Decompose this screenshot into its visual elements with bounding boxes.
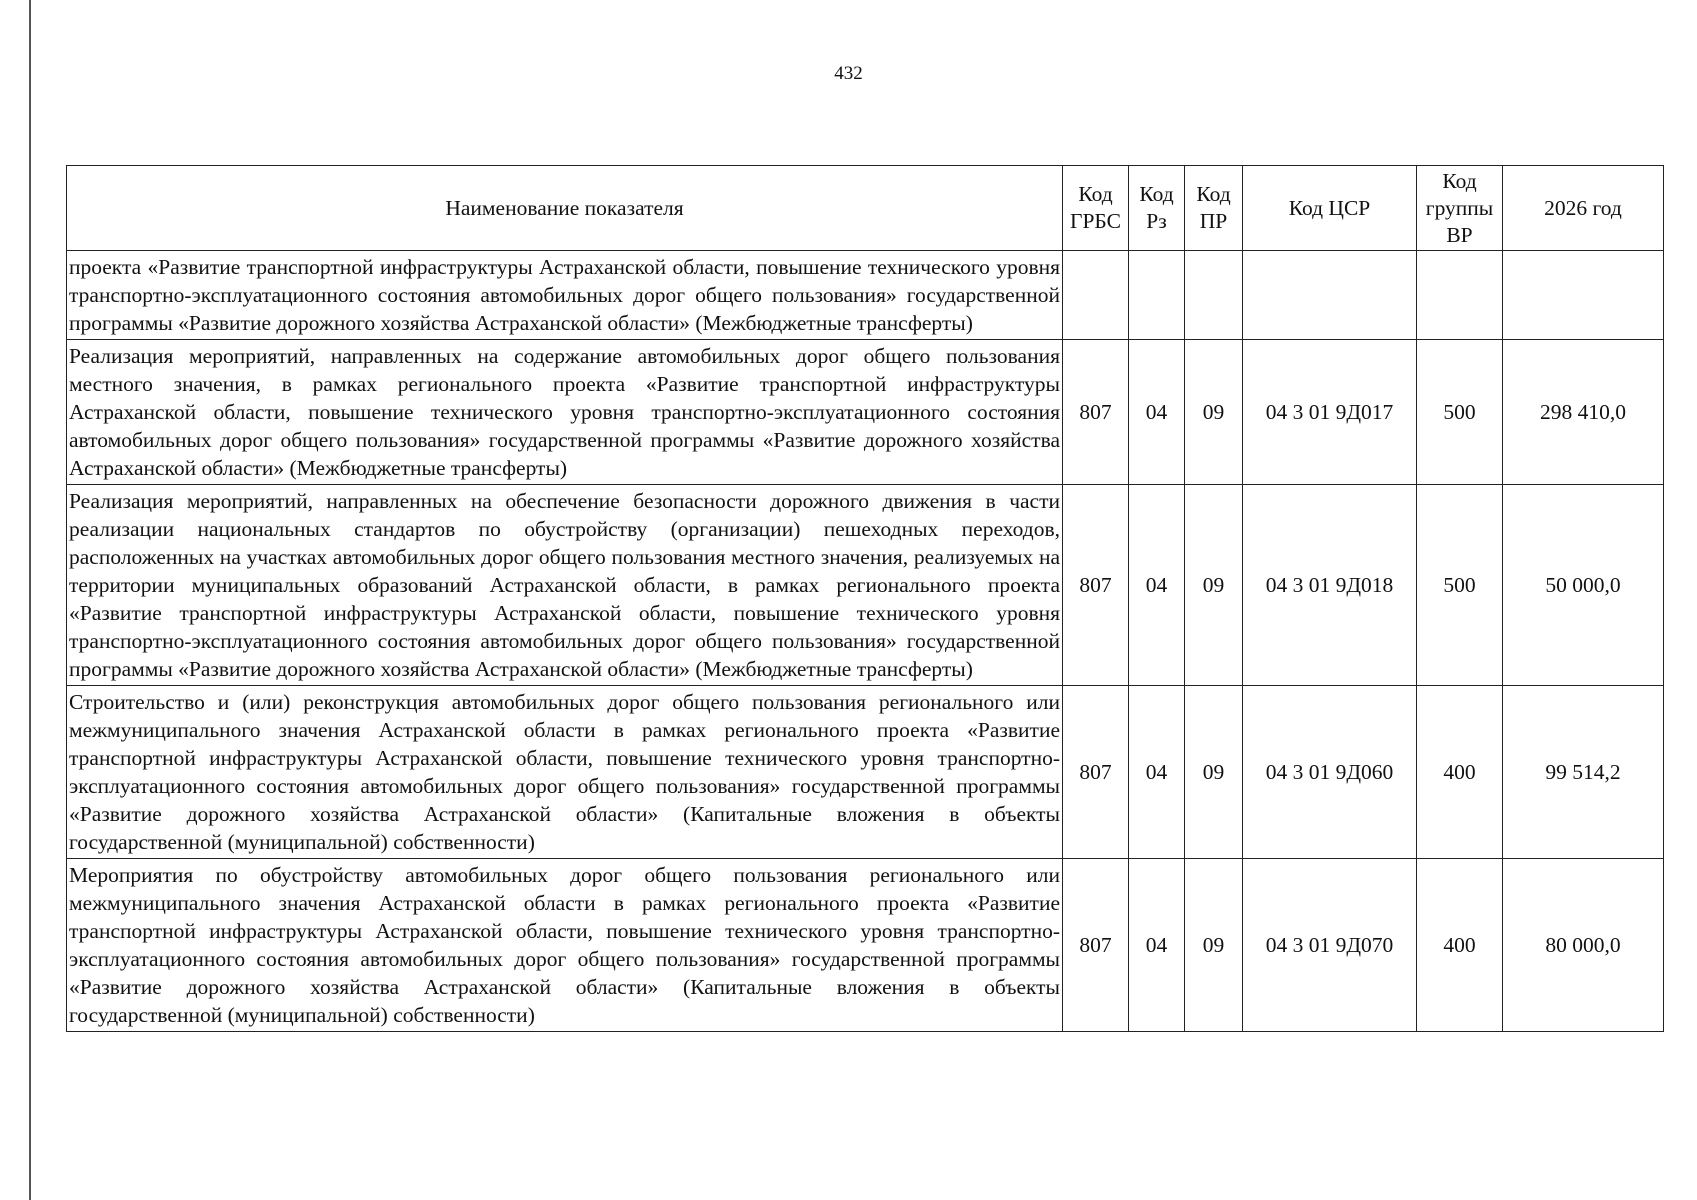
csr-code-cell: 04 3 01 9Д060 xyxy=(1243,686,1417,859)
binding-margin-line xyxy=(29,0,31,1200)
pr-code-cell: 09 xyxy=(1185,686,1243,859)
budget-table xyxy=(66,165,1664,1032)
indicator-name-cell: Строительство и (или) реконструкция автомобильных дорог общего пользования регионального или межмуниципального значения Астраханской области в рамках регионального проекта «Развитие транспортной инфраструктуры Астраханской области, повышение технического уровня транспортно-эксплуатационного состояния автомобильных дорог общего пользования» государственной программы «Развитие дорожного хозяйства Астраханской области» (Капитальные вложения в объекты государственной (муниципальной) собственности) xyxy=(67,686,1063,859)
rz-code-cell xyxy=(1129,251,1185,340)
vr-group-code-cell: 400 xyxy=(1417,859,1503,1032)
csr-code-cell xyxy=(1243,251,1417,340)
grbs-code-cell: 807 xyxy=(1063,485,1129,686)
header-year-2026: 2026 год xyxy=(1503,166,1664,251)
rz-code-cell: 04 xyxy=(1129,686,1185,859)
grbs-code-cell: 807 xyxy=(1063,686,1129,859)
table-row xyxy=(67,859,1664,1032)
pr-code-cell: 09 xyxy=(1185,859,1243,1032)
csr-code-cell: 04 3 01 9Д070 xyxy=(1243,859,1417,1032)
grbs-code-cell xyxy=(1063,251,1129,340)
vr-group-code-cell xyxy=(1417,251,1503,340)
csr-code-cell: 04 3 01 9Д017 xyxy=(1243,340,1417,485)
indicator-name-cell: Мероприятия по обустройству автомобильных дорог общего пользования регионального или межмуниципального значения Астраханской области в рамках регионального проекта «Развитие транспортной инфраструктуры Астраханской области, повышение технического уровня транспортно-эксплуатационного состояния автомобильных дорог общего пользования» государственной программы «Развитие дорожного хозяйства Астраханской области» (Капитальные вложения в объекты государственной (муниципальной) собственности) xyxy=(67,859,1063,1032)
grbs-code-cell: 807 xyxy=(1063,859,1129,1032)
header-indicator-name: Наименование показателя xyxy=(67,166,1063,251)
vr-group-code-cell: 500 xyxy=(1417,340,1503,485)
table-row xyxy=(67,340,1664,485)
csr-code-cell: 04 3 01 9Д018 xyxy=(1243,485,1417,686)
pr-code-cell: 09 xyxy=(1185,485,1243,686)
amount-2026-cell xyxy=(1503,251,1664,340)
rz-code-cell: 04 xyxy=(1129,859,1185,1032)
page-number: 432 xyxy=(834,63,863,84)
vr-group-code-cell: 500 xyxy=(1417,485,1503,686)
rz-code-cell: 04 xyxy=(1129,340,1185,485)
amount-2026-cell: 298 410,0 xyxy=(1503,340,1664,485)
header-csr-code: Код ЦСР xyxy=(1243,166,1417,251)
header-rz-code: Код Рз xyxy=(1129,166,1185,251)
header-grbs-code: Код ГРБС xyxy=(1063,166,1129,251)
rz-code-cell: 04 xyxy=(1129,485,1185,686)
table-header-row xyxy=(67,166,1664,251)
amount-2026-cell: 99 514,2 xyxy=(1503,686,1664,859)
amount-2026-cell: 80 000,0 xyxy=(1503,859,1664,1032)
header-vr-group-code: Код группы ВР xyxy=(1417,166,1503,251)
pr-code-cell xyxy=(1185,251,1243,340)
vr-group-code-cell: 400 xyxy=(1417,686,1503,859)
indicator-name-cell: проекта «Развитие транспортной инфраструктуры Астраханской области, повышение технического уровня транспортно-эксплуатационного состояния автомобильных дорог общего пользования» государственной программы «Развитие дорожного хозяйства Астраханской области» (Межбюджетные трансферты) xyxy=(67,251,1063,340)
header-pr-code: Код ПР xyxy=(1185,166,1243,251)
table-row xyxy=(67,251,1664,340)
indicator-name-cell: Реализация мероприятий, направленных на содержание автомобильных дорог общего пользования местного значения, в рамках регионального проекта «Развитие транспортной инфраструктуры Астраханской области, повышение технического уровня транспортно-эксплуатационного состояния автомобильных дорог общего пользования» государственной программы «Развитие дорожного хозяйства Астраханской области» (Межбюджетные трансферты) xyxy=(67,340,1063,485)
grbs-code-cell: 807 xyxy=(1063,340,1129,485)
amount-2026-cell: 50 000,0 xyxy=(1503,485,1664,686)
indicator-name-cell: Реализация мероприятий, направленных на обеспечение безопасности дорожного движения в части реализации национальных стандартов по обустройству (организации) пешеходных переходов, расположенных на участках автомобильных дорог общего пользования местного значения, реализуемых на территории муниципальных образований Астраханской области, в рамках регионального проекта «Развитие транспортной инфраструктуры Астраханской области, повышение технического уровня транспортно-эксплуатационного состояния автомобильных дорог общего пользования» государственной программы «Развитие дорожного хозяйства Астраханской области» (Межбюджетные трансферты) xyxy=(67,485,1063,686)
table-row xyxy=(67,485,1664,686)
pr-code-cell: 09 xyxy=(1185,340,1243,485)
table-row xyxy=(67,686,1664,859)
